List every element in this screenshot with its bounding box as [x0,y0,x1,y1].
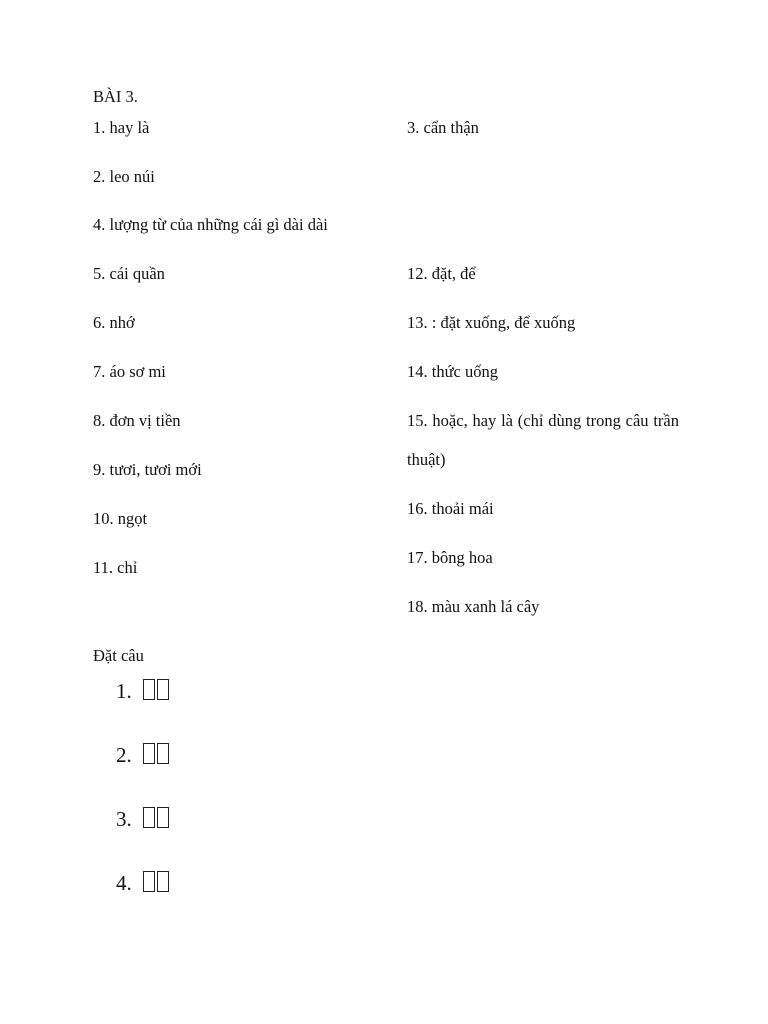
sentence-list [116,676,169,932]
sentence-item [116,868,169,932]
vocab-item: 10. ngọt [93,509,148,528]
sentence-number: 4. [116,871,132,895]
exercise-heading: BÀI 3. [93,87,138,106]
missing-glyph-icon [157,871,169,892]
sentence-number: 3. [116,807,132,831]
missing-glyph-icon [157,807,169,828]
missing-glyph-icon [143,871,155,892]
vocab-item: 14. thức uống [407,362,498,381]
vocab-item: 11. chỉ [93,558,138,577]
section-title: Đặt câu [93,646,144,665]
missing-glyph-icon [143,807,155,828]
missing-glyph-icon [157,743,169,764]
missing-glyph-icon [143,679,155,700]
missing-glyph-icon [143,743,155,764]
missing-glyph-icon [157,679,169,700]
vocab-item: 12. đặt, để [407,264,476,283]
sentence-item [116,804,169,868]
vocab-item: 6. nhớ [93,313,135,332]
sentence-item [116,740,169,804]
vocab-item: 16. thoải mái [407,499,494,518]
sentence-item [116,676,169,740]
vocab-item: 17. bông hoa [407,548,493,567]
vocab-item: 4. lượng từ của những cái gì dài dài [93,215,328,234]
vocab-item: 15. hoặc, hay là (chỉ dùng trong câu trần thuật) [407,411,679,469]
vocab-item: 8. đơn vị tiền [93,411,181,430]
vocab-item: 3. cẩn thận [407,118,479,137]
vocab-item: 2. leo núi [93,167,155,186]
vocab-item: 1. hay là [93,118,150,137]
vocab-item: 9. tươi, tươi mới [93,460,202,479]
vocab-item: 13. : đặt xuống, để xuống [407,313,576,332]
sentence-number: 2. [116,743,132,767]
vocab-item: 5. cái quần [93,264,165,283]
vocab-item: 18. màu xanh lá cây [407,597,540,616]
vocab-item: 7. áo sơ mi [93,362,166,381]
sentence-number: 1. [116,679,132,703]
